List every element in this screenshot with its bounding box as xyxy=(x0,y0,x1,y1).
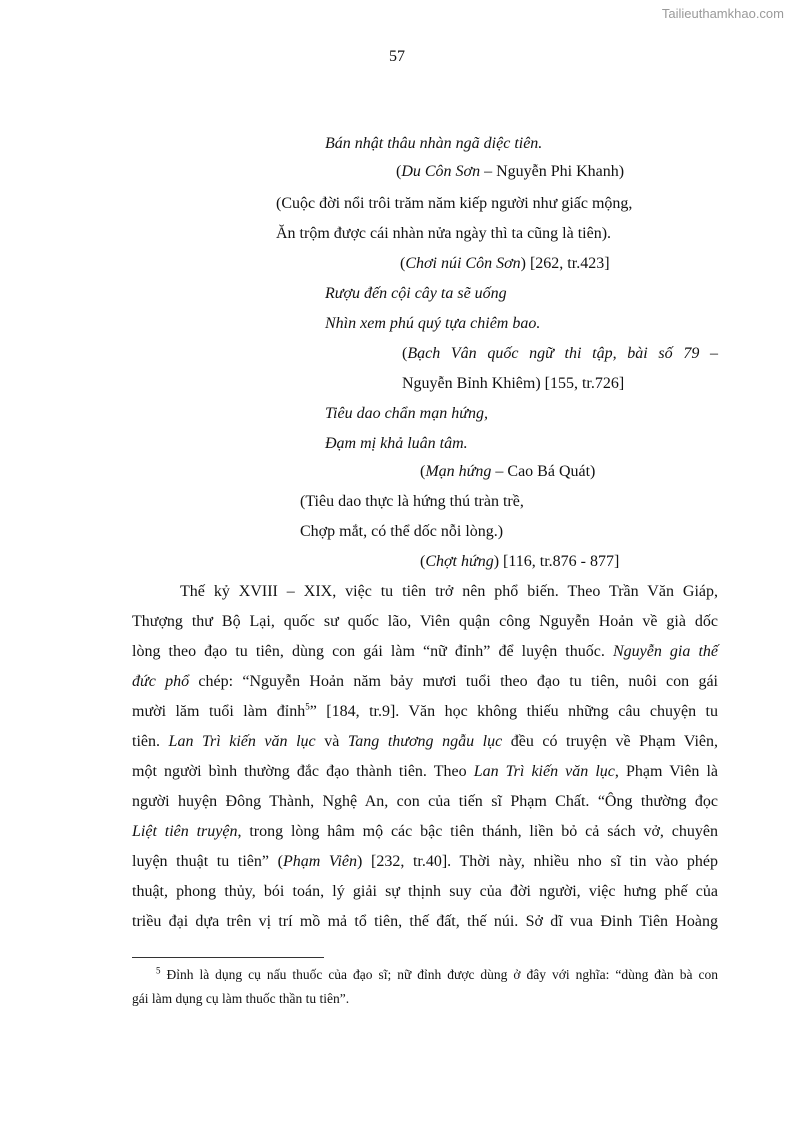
poem-source: (Du Côn Sơn – Nguyễn Phi Khanh) xyxy=(396,163,625,180)
poem-line xyxy=(325,314,540,334)
paragraph-line xyxy=(132,732,718,752)
italic-title: Lan Trì kiến văn lục xyxy=(168,733,316,750)
italic-title: Tang thương ngẫu lục xyxy=(347,733,503,750)
paragraph-line xyxy=(132,672,718,692)
poem-text: Đạm mị khả luân tâm. xyxy=(325,435,468,452)
footnote-divider xyxy=(132,957,324,958)
text: tiên. xyxy=(132,733,169,750)
text: luyện thuật tu tiên” ( xyxy=(132,853,283,870)
paragraph-line xyxy=(132,822,718,842)
poem-text: Nhìn xem phú quý tựa chiêm bao. xyxy=(325,315,541,332)
text: , trong lòng hâm mộ các bậc tiên thánh, liền bỏ cả sách vở, chuyên xyxy=(237,823,718,840)
translation-source: (Chợt hứng) [116, tr.876 - 877] xyxy=(420,553,620,570)
translation-source: (Chơi núi Côn Sơn) [262, tr.423] xyxy=(400,255,610,272)
text: lòng theo đạo tu tiên, dùng con gái làm “nữ đỉnh” để luyện thuốc. xyxy=(132,643,613,660)
poem-translation-line: Chợp mắt, có thể dốc nỗi lòng.) xyxy=(300,523,504,540)
poem-translation-line: (Tiêu dao thực là hứng thú tràn trề, xyxy=(300,493,524,510)
text: , Phạm Viên là xyxy=(614,763,719,780)
italic-title: đức phổ xyxy=(132,673,190,690)
text: mười lăm tuổi làm đỉnh xyxy=(132,703,306,720)
watermark: Tailieuthamkhao.com xyxy=(661,6,784,21)
poem-translation-line: (Cuộc đời nổi trôi trăm năm kiếp người như giấc mộng, xyxy=(276,195,633,212)
text: một người bình thường đắc đạo thành tiên. Theo xyxy=(132,763,474,780)
paragraph-line xyxy=(132,762,718,782)
source-author: – Nguyễn Phi Khanh) xyxy=(480,163,625,180)
footnote-line: gái làm dụng cụ làm thuốc thần tu tiên”. xyxy=(132,991,350,1006)
text: ) [232, tr.40]. Thời này, nhiều nho sĩ tin vào phép xyxy=(357,853,718,870)
poem-line xyxy=(325,284,507,304)
italic-title: Liệt tiên truyện xyxy=(132,823,238,840)
footnote-number: 5 xyxy=(156,965,161,976)
poem-text: Bán nhật thâu nhàn ngã diệc tiên. xyxy=(325,135,543,152)
italic-title: Nguyễn gia thế xyxy=(612,643,718,660)
paragraph-line: thuật, phong thủy, bói toán, lý giải sự thịnh suy của đời người, việc hưng phế của xyxy=(132,883,718,900)
paragraph-line: Thượng thư Bộ Lại, quốc sư quốc lão, Viên quận công Nguyễn Hoản về già dốc xyxy=(132,613,718,630)
poem-source: (Bạch Vân quốc ngữ thi tập, bài số 79 – xyxy=(402,345,718,362)
text: chép: “Nguyễn Hoản năm bảy mươi tuổi theo đạo tu tiên, nuôi con gái xyxy=(189,673,718,690)
italic-title: Phạm Viên xyxy=(282,853,358,870)
footnote-text: Đỉnh là dụng cụ nấu thuốc của đạo sĩ; nữ đỉnh được dùng ở đây với nghĩa: “dùng đàn bà con xyxy=(160,967,718,982)
paragraph-line: Thế kỷ XVIII – XIX, việc tu tiên trở nên phổ biến. Theo Trần Văn Giáp, xyxy=(180,583,718,600)
footnote-line xyxy=(156,966,718,984)
source-title: Bạch Vân quốc ngữ thi tập, bài số 79 – xyxy=(407,345,718,362)
source-title: Mạn hứng xyxy=(425,463,492,480)
paragraph-line xyxy=(132,852,718,872)
source-author: – Cao Bá Quát) xyxy=(491,463,596,480)
source-ref: ) [262, tr.423] xyxy=(520,255,610,272)
source-title: Chơi núi Côn Sơn xyxy=(405,255,521,272)
poem-line xyxy=(325,404,488,424)
footnote-ref: 5 xyxy=(305,701,310,712)
source-title: Du Côn Sơn xyxy=(401,163,481,180)
poem-text: Tiêu dao chẩn mạn hứng, xyxy=(325,405,488,422)
text: và xyxy=(315,733,348,750)
source-ref: ) [116, tr.876 - 877] xyxy=(493,553,620,570)
poem-source-author: Nguyễn Bỉnh Khiêm) [155, tr.726] xyxy=(402,375,625,392)
poem-line xyxy=(325,134,542,154)
paragraph-line: người huyện Đông Thành, Nghệ An, con của tiến sĩ Phạm Chất. “Ông thường đọc xyxy=(132,793,718,810)
italic-title: Lan Trì kiến văn lục xyxy=(473,763,615,780)
poem-line xyxy=(325,434,468,454)
paragraph-line xyxy=(132,642,718,662)
paragraph-line xyxy=(132,702,718,722)
page-number: 57 xyxy=(389,48,405,65)
paragraph-line: triều đại dựa trên vị trí mồ mả tổ tiên, thế đất, thế núi. Sở dĩ vua Đinh Tiên Hoàng xyxy=(132,913,718,930)
text: đều có truyện về Phạm Viên, xyxy=(502,733,718,750)
poem-text: Rượu đến cội cây ta sẽ uống xyxy=(325,285,507,302)
poem-source: (Mạn hứng – Cao Bá Quát) xyxy=(420,463,596,480)
source-title: Chợt hứng xyxy=(425,553,494,570)
text: ” [184, tr.9]. Văn học không thiếu những câu chuyện tu xyxy=(309,703,719,720)
poem-translation-line: Ăn trộm được cái nhàn nửa ngày thì ta cũng là tiên). xyxy=(276,225,612,242)
